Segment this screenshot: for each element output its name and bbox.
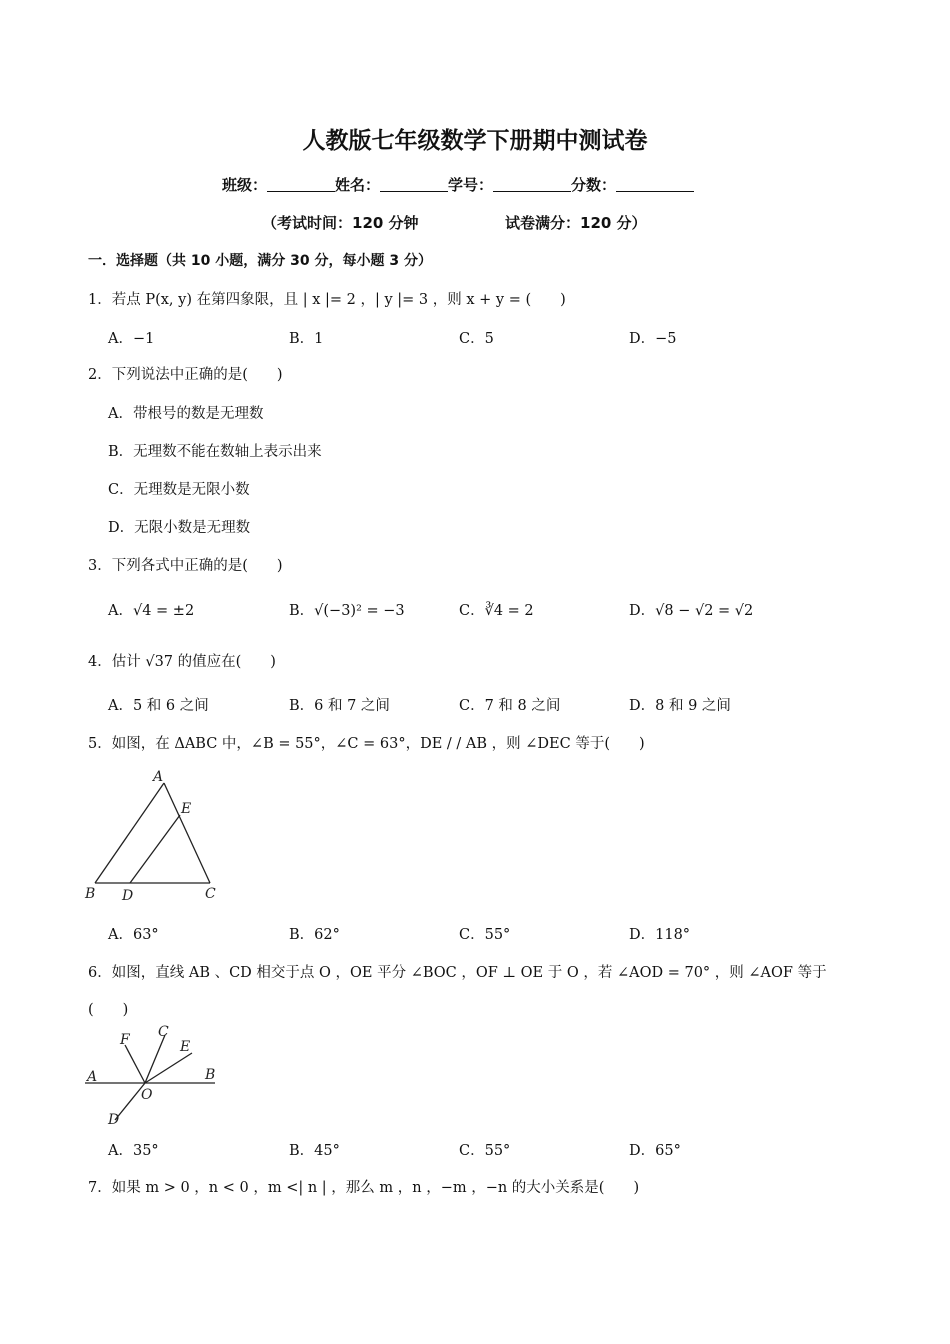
class-blank[interactable]: [267, 175, 335, 192]
option-a[interactable]: A．−1: [108, 331, 155, 347]
question-text: 下列说法中正确的是( ): [111, 367, 283, 383]
option-b[interactable]: B．无理数不能在数轴上表示出来: [108, 444, 322, 460]
question-number: 1．: [88, 292, 112, 308]
question-5: [88, 732, 645, 753]
option-d[interactable]: D．−5: [629, 331, 677, 347]
option-a[interactable]: A．35°: [108, 1143, 159, 1159]
question-4: [88, 650, 276, 671]
question-1: [88, 288, 566, 309]
option-c[interactable]: C．7 和 8 之间: [459, 698, 561, 714]
question-number: 6．: [88, 965, 112, 981]
exam-full-score: 试卷满分：120 分）: [505, 214, 647, 232]
option-d[interactable]: D．118°: [629, 927, 691, 943]
question-text: 如果 m > 0 ，n < 0 ，m <| n | ，那么 m ，n ，−m ，−n 的大小关系是( ): [111, 1180, 640, 1196]
label-d: D: [122, 888, 134, 904]
question-number: 2．: [88, 367, 112, 383]
question-2: [88, 363, 283, 384]
label-a: A: [87, 1069, 98, 1085]
option-d[interactable]: D．8 和 9 之间: [629, 698, 731, 714]
label-e: E: [181, 801, 192, 817]
label-e: E: [180, 1039, 191, 1055]
label-b: B: [205, 1067, 216, 1083]
intersecting-lines-figure: [80, 1020, 230, 1130]
label-f: F: [120, 1032, 130, 1048]
question-6: [88, 961, 827, 982]
class-label: 班级：: [222, 176, 268, 194]
option-d[interactable]: D．无限小数是无理数: [108, 520, 251, 536]
option-d[interactable]: D．√8 − √2 = √2: [629, 603, 754, 619]
question-number: 3．: [88, 558, 112, 574]
triangle-figure: [80, 765, 230, 905]
option-c[interactable]: C．∛4 = 2: [459, 603, 534, 619]
question-number: 5．: [88, 736, 112, 752]
section-heading: 一．选择题（共 10 小题，满分 30 分，每小题 3 分）: [88, 253, 432, 269]
option-a[interactable]: A．带根号的数是无理数: [108, 406, 264, 422]
question-3: [88, 554, 283, 575]
option-d[interactable]: D．65°: [629, 1143, 681, 1159]
id-blank[interactable]: [493, 175, 571, 192]
label-c: C: [205, 886, 216, 902]
student-info-row: [222, 174, 694, 195]
question-7: [88, 1176, 639, 1197]
option-b[interactable]: B．6 和 7 之间: [289, 698, 390, 714]
question-text: 下列各式中正确的是( ): [111, 558, 283, 574]
option-b[interactable]: B．1: [289, 331, 324, 347]
option-c[interactable]: C．无理数是无限小数: [108, 482, 250, 498]
id-label: 学号：: [448, 176, 494, 194]
question-text: 如图，在 ΔABC 中，∠B = 55°，∠C = 63°，DE / / AB ，则 ∠DEC 等于( ): [111, 736, 645, 752]
question-number: 7．: [88, 1180, 112, 1196]
option-b[interactable]: B．√(−3)² = −3: [289, 603, 405, 619]
label-d: D: [108, 1112, 120, 1128]
option-b[interactable]: B．45°: [289, 1143, 340, 1159]
page-title: 人教版七年级数学下册期中测试卷: [302, 128, 648, 154]
question-6-bracket: ( ): [88, 1002, 129, 1018]
question-text: 如图，直线 AB 、CD 相交于点 O ，OE 平分 ∠BOC ，OF ⊥ OE 于 O ，若 ∠AOD = 70° ，则 ∠AOF 等于: [111, 965, 827, 981]
option-a[interactable]: A．63°: [108, 927, 159, 943]
name-blank[interactable]: [380, 175, 448, 192]
name-label: 姓名：: [335, 176, 381, 194]
option-b[interactable]: B．62°: [289, 927, 340, 943]
question-text: 若点 P(x, y) 在第四象限，且 | x |= 2 ，| y |= 3 ，则 x + y = ( ): [111, 292, 566, 308]
option-a[interactable]: A．5 和 6 之间: [108, 698, 209, 714]
score-blank[interactable]: [616, 175, 694, 192]
option-c[interactable]: C．55°: [459, 1143, 511, 1159]
question-number: 4．: [88, 654, 112, 670]
option-c[interactable]: C．55°: [459, 927, 511, 943]
option-c[interactable]: C．5: [459, 331, 494, 347]
exam-time: （考试时间：120 分钟: [262, 214, 419, 232]
label-b: B: [85, 886, 96, 902]
label-c: C: [158, 1024, 169, 1040]
score-label: 分数：: [571, 176, 617, 194]
label-o: O: [141, 1087, 153, 1103]
question-text: 估计 √37 的值应在( ): [111, 654, 276, 670]
option-a[interactable]: A．√4 = ±2: [108, 603, 195, 619]
label-a: A: [153, 769, 164, 785]
